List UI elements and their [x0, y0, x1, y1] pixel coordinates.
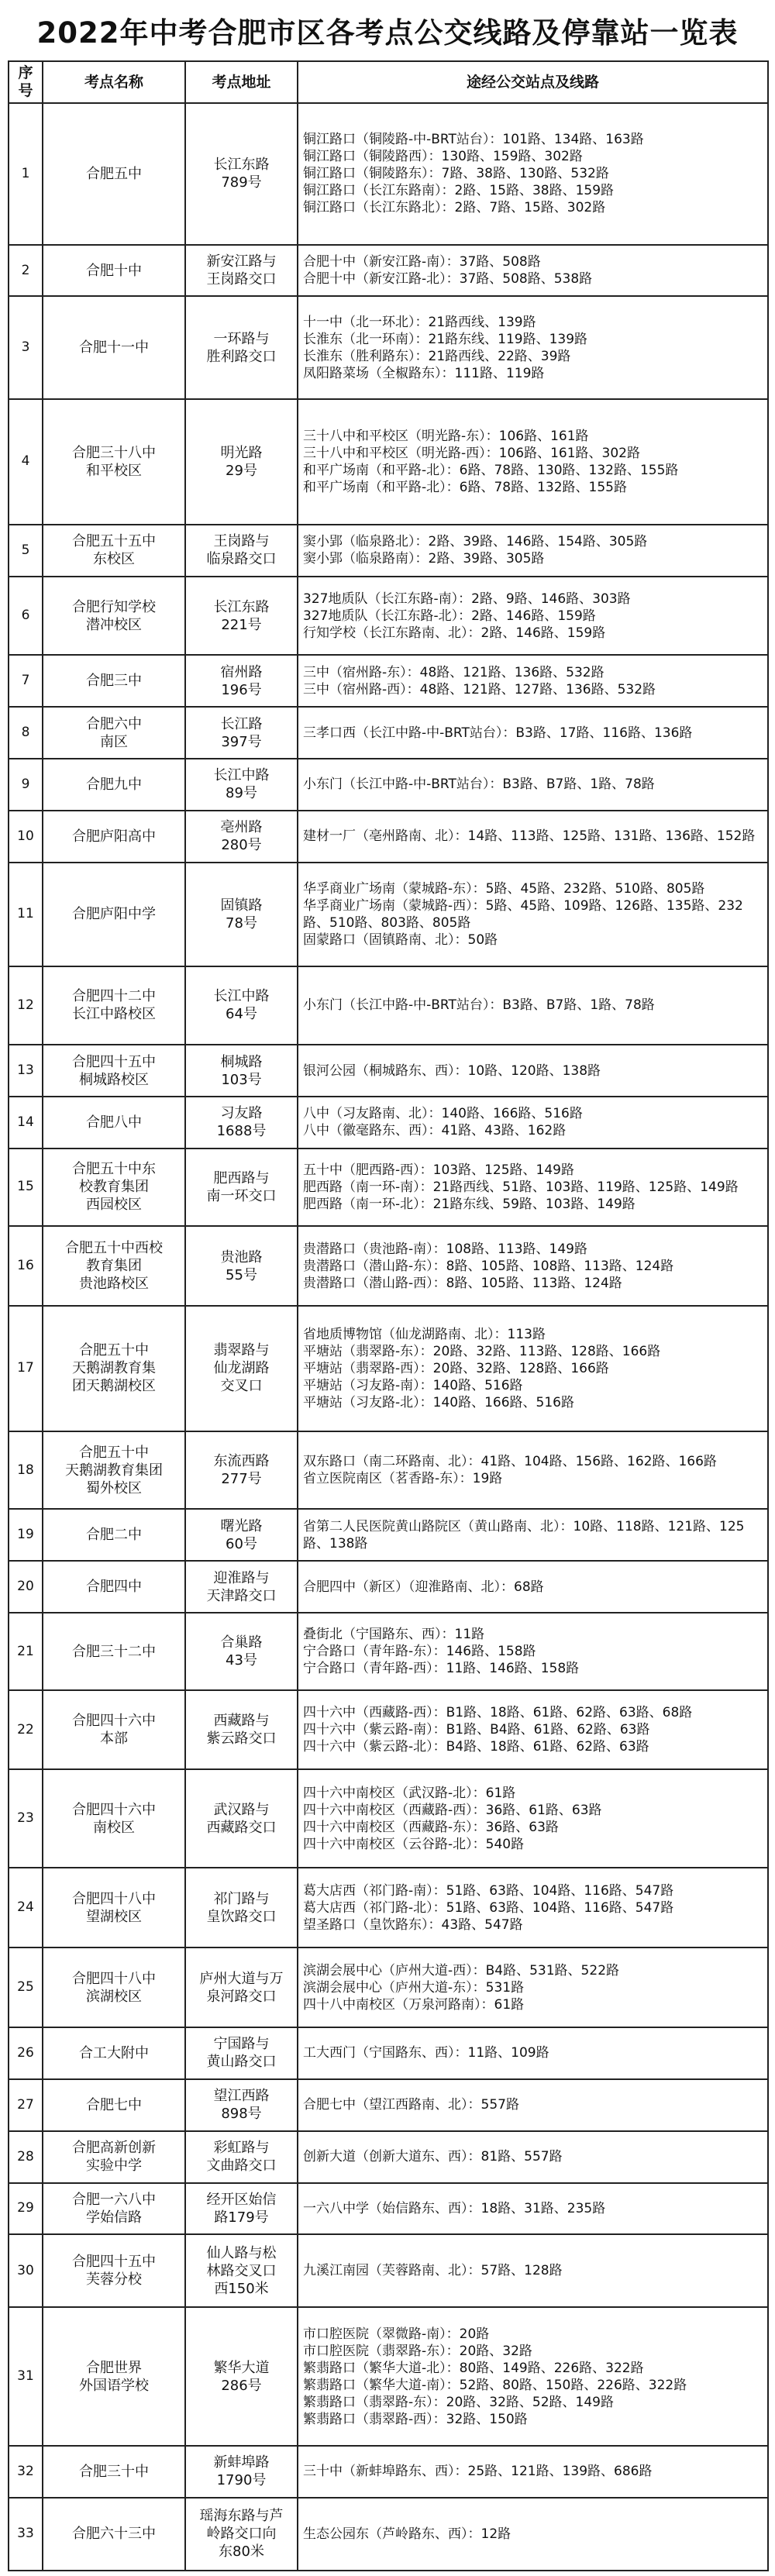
row-index: 25: [9, 1947, 43, 2027]
row-index: 29: [9, 2183, 43, 2235]
bus-routes: 贵潜路口（贵池路-南）：108路、113路、149路 贵潜路口（潜山路-东）：8路、105路、108路、113路、124路 贵潜路口（潜山路-西）：8路、105路、113路、124路: [298, 1226, 768, 1306]
table-row: [9, 863, 768, 966]
row-index: 7: [9, 655, 43, 707]
bus-routes: 双东路口（南二环路南、北）：41路、104路、156路、162路、166路 省立医院南区（茗香路-东）：19路: [298, 1431, 768, 1509]
table-header-row: [9, 61, 768, 103]
exam-site-address: 桐城路 103号: [185, 1045, 298, 1097]
bus-route-table: [8, 60, 769, 2571]
table-row: [9, 811, 768, 863]
exam-site-address: 武汉路与 西藏路交口: [185, 1769, 298, 1868]
row-index: 16: [9, 1226, 43, 1306]
table-row: [9, 2234, 768, 2307]
exam-site-name: 合肥五十中东 校教育集团 西园校区: [43, 1149, 185, 1226]
exam-site-name: 合肥五中: [43, 103, 185, 245]
table-row: [9, 1868, 768, 1947]
exam-site-address: 庐州大道与万 泉河路交口: [185, 1947, 298, 2027]
header-index: 序号: [9, 61, 43, 103]
bus-routes: 小东门（长江中路-中-BRT站台）：B3路、B7路、1路、78路: [298, 759, 768, 811]
exam-site-name: 合肥三十二中: [43, 1613, 185, 1690]
row-index: 11: [9, 863, 43, 966]
bus-routes: 327地质队（长江东路-南）：2路、9路、146路、303路 327地质队（长江东路-北）：2路、146路、159路 行知学校（长江东路南、北）：2路、146路、159路: [298, 577, 768, 656]
exam-site-address: 长江中路 89号: [185, 759, 298, 811]
table-row: [9, 2131, 768, 2183]
exam-site-name: 合肥高新创新 实验中学: [43, 2131, 185, 2183]
exam-site-name: 合工大附中: [43, 2027, 185, 2079]
bus-routes: 五十中（肥西路-西）：103路、125路、149路 肥西路（南一环-南）：21路西线、51路、103路、119路、125路、149路 肥西路（南一环-北）：21路东线、59路、103路、149路: [298, 1149, 768, 1226]
exam-site-name: 合肥三中: [43, 655, 185, 707]
row-index: 31: [9, 2307, 43, 2446]
exam-site-address: 亳州路 280号: [185, 811, 298, 863]
bus-routes: 四十六中南校区（武汉路-北）：61路 四十六中南校区（西藏路-西）：36路、61路、63路 四十六中南校区（西藏路-东）：36路、63路 四十六中南校区（云谷路-北）：540路: [298, 1769, 768, 1868]
bus-routes: 合肥十中（新安江路-南）：37路、508路 合肥十中（新安江路-北）：37路、508路、538路: [298, 245, 768, 297]
table-row: [9, 245, 768, 297]
row-index: 17: [9, 1306, 43, 1431]
exam-site-name: 合肥十中: [43, 245, 185, 297]
exam-site-address: 望江西路 898号: [185, 2079, 298, 2131]
exam-site-name: 合肥七中: [43, 2079, 185, 2131]
row-index: 28: [9, 2131, 43, 2183]
exam-site-name: 合肥四十五中 芙蓉分校: [43, 2234, 185, 2307]
exam-site-address: 迎淮路与 天津路交口: [185, 1561, 298, 1613]
row-index: 14: [9, 1097, 43, 1149]
row-index: 26: [9, 2027, 43, 2079]
table-row: [9, 296, 768, 398]
bus-routes: 九溪江南园（芙蓉路南、北）：57路、128路: [298, 2234, 768, 2307]
exam-site-name: 合肥四十八中 滨湖校区: [43, 1947, 185, 2027]
exam-site-address: 合巢路 43号: [185, 1613, 298, 1690]
bus-routes: 滨湖会展中心（庐州大道-西）：B4路、531路、522路 滨湖会展中心（庐州大道-东）：531路 四十八中南校区（万泉河路南）：61路: [298, 1947, 768, 2027]
bus-routes: 三孝口西（长江中路-中-BRT站台）：B3路、17路、116路、136路: [298, 707, 768, 759]
table-row: [9, 707, 768, 759]
row-index: 10: [9, 811, 43, 863]
bus-routes: 建材一厂（亳州路南、北）：14路、113路、125路、131路、136路、152路: [298, 811, 768, 863]
table-row: [9, 1561, 768, 1613]
table-row: [9, 1149, 768, 1226]
bus-routes: 省第二人民医院黄山路院区（黄山路南、北）：10路、118路、121路、125路、138路: [298, 1509, 768, 1561]
exam-site-name: 合肥四中: [43, 1561, 185, 1613]
row-index: 9: [9, 759, 43, 811]
row-index: 19: [9, 1509, 43, 1561]
row-index: 1: [9, 103, 43, 245]
table-row: [9, 1226, 768, 1306]
row-index: 32: [9, 2446, 43, 2498]
exam-site-address: 西藏路与 紫云路交口: [185, 1690, 298, 1769]
bus-routes: 工大西门（宁国路东、西）：11路、109路: [298, 2027, 768, 2079]
exam-site-address: 长江中路 64号: [185, 966, 298, 1045]
row-index: 18: [9, 1431, 43, 1509]
exam-site-address: 长江路 397号: [185, 707, 298, 759]
table-row: [9, 759, 768, 811]
row-index: 4: [9, 399, 43, 525]
header-bus-routes: 途经公交站点及线路: [298, 61, 768, 103]
exam-site-name: 合肥五十中西校 教育集团 贵池路校区: [43, 1226, 185, 1306]
table-row: [9, 1947, 768, 2027]
table-row: [9, 2307, 768, 2446]
table-row: [9, 1613, 768, 1690]
exam-site-name: 合肥三十八中 和平校区: [43, 399, 185, 525]
exam-site-name: 合肥十一中: [43, 296, 185, 398]
exam-site-address: 彩虹路与 文曲路交口: [185, 2131, 298, 2183]
exam-site-address: 长江东路 789号: [185, 103, 298, 245]
page-title: 2022年中考合肥市区各考点公交线路及停靠站一览表: [36, 16, 739, 50]
table-row: [9, 577, 768, 656]
row-index: 15: [9, 1149, 43, 1226]
header-exam-site-address: 考点地址: [185, 61, 298, 103]
table-row: [9, 2079, 768, 2131]
table-row: [9, 1045, 768, 1097]
row-index: 6: [9, 577, 43, 656]
exam-site-address: 瑶海东路与芦 岭路交口向 东80米: [185, 2498, 298, 2571]
exam-site-address: 繁华大道 286号: [185, 2307, 298, 2446]
bus-routes: 叠街北（宁国路东、西）：11路 宁合路口（青年路-东）：146路、158路 宁合路口（青年路-西）：11路、146路、158路: [298, 1613, 768, 1690]
bus-routes: 生态公园东（芦岭路东、西）：12路: [298, 2498, 768, 2571]
exam-site-name: 合肥二中: [43, 1509, 185, 1561]
table-row: [9, 1509, 768, 1561]
table-row: [9, 1306, 768, 1431]
bus-routes: 铜江路口（铜陵路-中-BRT站台）：101路、134路、163路 铜江路口（铜陵路西）：130路、159路、302路 铜江路口（铜陵路东）：7路、38路、130路、532路 铜江路口（长江东路南）：2路、15路、38路、159路 铜江路口（长江东路北）：2路、7路、15路、302路: [298, 103, 768, 245]
bus-routes: 四十六中（西藏路-西）：B1路、18路、61路、62路、63路、68路 四十六中（紫云路-南）：B1路、B4路、61路、62路、63路 四十六中（紫云路-北）：B4路、18路、61路、62路、63路: [298, 1690, 768, 1769]
exam-site-name: 合肥世界 外国语学校: [43, 2307, 185, 2446]
exam-site-address: 肥西路与 南一环交口: [185, 1149, 298, 1226]
exam-site-address: 王岗路与 临泉路交口: [185, 525, 298, 577]
exam-site-name: 合肥六中 南区: [43, 707, 185, 759]
table-row: [9, 966, 768, 1045]
exam-site-name: 合肥四十六中 本部: [43, 1690, 185, 1769]
exam-site-address: 东流西路 277号: [185, 1431, 298, 1509]
bus-routes: 三十中（新蚌埠路东、西）：25路、121路、139路、686路: [298, 2446, 768, 2498]
exam-site-address: 一环路与 胜利路交口: [185, 296, 298, 398]
exam-site-address: 宁国路与 黄山路交口: [185, 2027, 298, 2079]
bus-routes: 小东门（长江中路-中-BRT站台）：B3路、B7路、1路、78路: [298, 966, 768, 1045]
table-row: [9, 2183, 768, 2235]
bus-routes: 银河公园（桐城路东、西）：10路、120路、138路: [298, 1045, 768, 1097]
exam-site-name: 合肥四十八中 望湖校区: [43, 1868, 185, 1947]
exam-site-address: 新安江路与 王岗路交口: [185, 245, 298, 297]
table-row: [9, 655, 768, 707]
table-row: [9, 525, 768, 577]
exam-site-name: 合肥六十三中: [43, 2498, 185, 2571]
exam-site-address: 宿州路 196号: [185, 655, 298, 707]
table-row: [9, 2446, 768, 2498]
exam-site-address: 新蚌埠路 1790号: [185, 2446, 298, 2498]
row-index: 3: [9, 296, 43, 398]
exam-site-name: 合肥五十五中 东校区: [43, 525, 185, 577]
exam-site-address: 贵池路 55号: [185, 1226, 298, 1306]
exam-site-address: 习友路 1688号: [185, 1097, 298, 1149]
table-row: [9, 1690, 768, 1769]
exam-site-name: 合肥一六八中 学始信路: [43, 2183, 185, 2235]
exam-site-name: 合肥行知学校 潜冲校区: [43, 577, 185, 656]
bus-routes: 合肥四中（新区）（迎淮路南、北）：68路: [298, 1561, 768, 1613]
exam-site-address: 长江东路 221号: [185, 577, 298, 656]
row-index: 12: [9, 966, 43, 1045]
exam-site-name: 合肥庐阳中学: [43, 863, 185, 966]
exam-site-address: 固镇路 78号: [185, 863, 298, 966]
row-index: 27: [9, 2079, 43, 2131]
row-index: 22: [9, 1690, 43, 1769]
exam-site-name: 合肥八中: [43, 1097, 185, 1149]
bus-routes: 八中（习友路南、北）：140路、166路、516路 八中（徽毫路东、西）：41路、43路、162路: [298, 1097, 768, 1149]
bus-routes: 创新大道（创新大道东、西）：81路、557路: [298, 2131, 768, 2183]
bus-routes: 省地质博物馆（仙龙湖路南、北）：113路 平塘站（翡翠路-东）：20路、32路、113路、128路、166路 平塘站（翡翠路-西）：20路、32路、128路、166路 平塘站（习友路-南）：140路、516路 平塘站（习友路-北）：140路、166路、516路: [298, 1306, 768, 1431]
exam-site-address: 祁门路与 皇饮路交口: [185, 1868, 298, 1947]
exam-site-name: 合肥三十中: [43, 2446, 185, 2498]
exam-site-name: 合肥五十中 天鹅湖教育集 团天鹅湖校区: [43, 1306, 185, 1431]
bus-routes: 市口腔医院（翠微路-南）：20路 市口腔医院（翡翠路-东）：20路、32路 繁翡路口（繁华大道-北）：80路、149路、226路、322路 繁翡路口（繁华大道-南）：52路、80路、150路、226路、322路 繁翡路口（翡翠路-东）：20路、32路、52路、149路 繁翡路口（翡翠路-西）：32路、150路: [298, 2307, 768, 2446]
row-index: 8: [9, 707, 43, 759]
table-row: [9, 2498, 768, 2571]
exam-site-address: 经开区始信 路179号: [185, 2183, 298, 2235]
exam-site-name: 合肥庐阳高中: [43, 811, 185, 863]
bus-routes: 一六八中学（始信路东、西）：18路、31路、235路: [298, 2183, 768, 2235]
exam-site-address: 仙人路与松 林路交叉口 西150米: [185, 2234, 298, 2307]
bus-routes: 三中（宿州路-东）：48路、121路、136路、532路 三中（宿州路-西）：48路、121路、127路、136路、532路: [298, 655, 768, 707]
row-index: 13: [9, 1045, 43, 1097]
row-index: 2: [9, 245, 43, 297]
table-row: [9, 2027, 768, 2079]
bus-routes: 华孚商业广场南（蒙城路-东）：5路、45路、232路、510路、805路 华孚商业广场南（蒙城路-西）：5路、45路、109路、126路、135路、232路、510路、803路、805路 固蒙路口（固镇路南、北）：50路: [298, 863, 768, 966]
exam-site-name: 合肥四十五中 桐城路校区: [43, 1045, 185, 1097]
row-index: 30: [9, 2234, 43, 2307]
exam-site-name: 合肥四十六中 南校区: [43, 1769, 185, 1868]
exam-site-name: 合肥九中: [43, 759, 185, 811]
table-row: [9, 1431, 768, 1509]
exam-site-name: 合肥四十二中 长江中路校区: [43, 966, 185, 1045]
row-index: 5: [9, 525, 43, 577]
row-index: 33: [9, 2498, 43, 2571]
bus-routes: 窦小郢（临泉路北）：2路、39路、146路、154路、305路 窦小郢（临泉路南）：2路、39路、305路: [298, 525, 768, 577]
row-index: 23: [9, 1769, 43, 1868]
table-row: [9, 399, 768, 525]
bus-routes: 合肥七中（望江西路南、北）：557路: [298, 2079, 768, 2131]
table-row: [9, 1097, 768, 1149]
exam-site-address: 明光路 29号: [185, 399, 298, 525]
row-index: 20: [9, 1561, 43, 1613]
header-exam-site-name: 考点名称: [43, 61, 185, 103]
exam-site-address: 曙光路 60号: [185, 1509, 298, 1561]
row-index: 24: [9, 1868, 43, 1947]
bus-routes: 三十八中和平校区（明光路-东）：106路、161路 三十八中和平校区（明光路-西）：106路、161路、302路 和平广场南（和平路-北）：6路、78路、130路、132路、155路 和平广场南（和平路-北）：6路、78路、132路、155路: [298, 399, 768, 525]
table-row: [9, 103, 768, 245]
row-index: 21: [9, 1613, 43, 1690]
bus-routes: 十一中（北一环北）：21路西线、139路 长淮东（北一环南）：21路东线、119路、139路 长淮东（胜利路东）：21路西线、22路、39路 凤阳路菜场（全椒路东）：111路、119路: [298, 296, 768, 398]
bus-routes: 葛大店西（祁门路-南）：51路、63路、104路、116路、547路 葛大店西（祁门路-北）：51路、63路、104路、116路、547路 望圣路口（皇饮路东）：43路、547路: [298, 1868, 768, 1947]
exam-site-name: 合肥五十中 天鹅湖教育集团 蜀外校区: [43, 1431, 185, 1509]
exam-site-address: 翡翠路与 仙龙湖路 交叉口: [185, 1306, 298, 1431]
table-row: [9, 1769, 768, 1868]
